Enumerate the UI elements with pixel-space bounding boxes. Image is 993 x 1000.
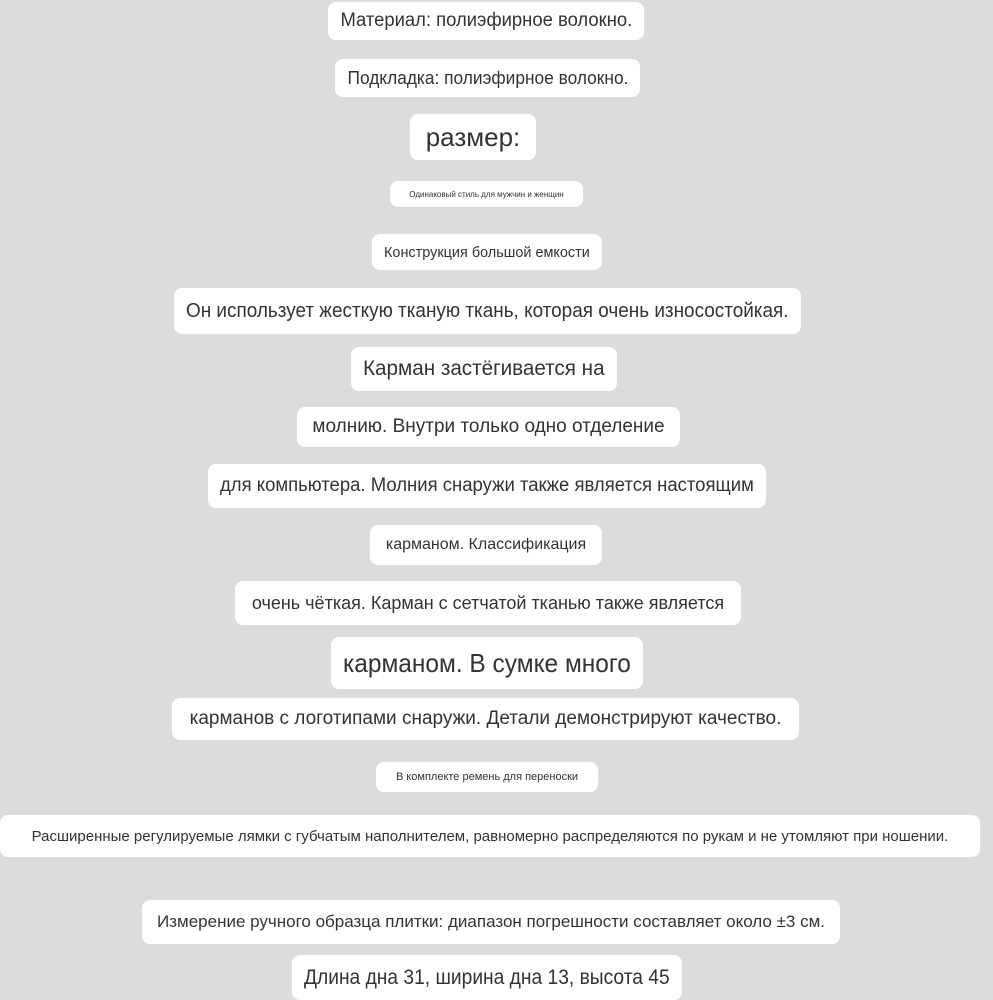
description-text-3: для компьютера. Молния снаружи также является настоящим xyxy=(220,475,754,496)
description-line-2 xyxy=(297,407,680,447)
description-line-3 xyxy=(208,464,766,508)
strap-included-text: В комплекте ремень для переноски xyxy=(395,771,579,783)
description-text-4: карманом. Классификация xyxy=(385,536,587,553)
dimensions-text: Длина дна 31, ширина дна 13, высота 45 xyxy=(304,965,670,989)
size-heading-text: размер: xyxy=(425,121,521,152)
fabric-text: Он использует жесткую тканую ткань, которая очень износостойкая. xyxy=(186,299,789,322)
material-line xyxy=(328,2,644,40)
capacity-line xyxy=(372,234,602,270)
description-text-6: карманом. В сумке много xyxy=(343,647,631,678)
lining-line xyxy=(335,59,640,97)
fabric-line xyxy=(174,288,801,334)
dimensions-line xyxy=(292,955,682,1000)
description-text-2: молнию. Внутри только одно отделение xyxy=(312,416,665,437)
description-line-6 xyxy=(331,637,643,689)
lining-text: Подкладка: полиэфирное волокно. xyxy=(347,67,628,88)
straps-line xyxy=(0,815,980,857)
measurement-note-text: Измерение ручного образца плитки: диапазон погрешности составляет около ±3 см. xyxy=(157,912,825,931)
description-text-1: Карман застёгивается на xyxy=(363,357,605,380)
description-line-4 xyxy=(370,525,602,565)
strap-included-line xyxy=(376,762,598,792)
description-line-5 xyxy=(235,581,741,625)
straps-text: Расширенные регулируемые лямки с губчатым наполнителем, равномерно распределяются по рукам и не утомляют при ношении. xyxy=(31,827,949,845)
description-line-1 xyxy=(351,347,617,391)
unisex-line xyxy=(390,181,583,207)
size-heading xyxy=(410,114,536,160)
description-line-7 xyxy=(172,698,799,740)
measurement-note-line xyxy=(142,900,840,944)
description-text-7: карманов с логотипами снаружи. Детали демонстрируют качество. xyxy=(189,708,782,729)
unisex-text: Одинаковый стиль для мужчин и женщин xyxy=(409,189,564,199)
capacity-text: Конструкция большой емкости xyxy=(384,243,590,261)
material-text: Материал: полиэфирное волокно. xyxy=(340,10,632,31)
description-text-5: очень чёткая. Карман с сетчатой тканью также является xyxy=(251,592,725,613)
